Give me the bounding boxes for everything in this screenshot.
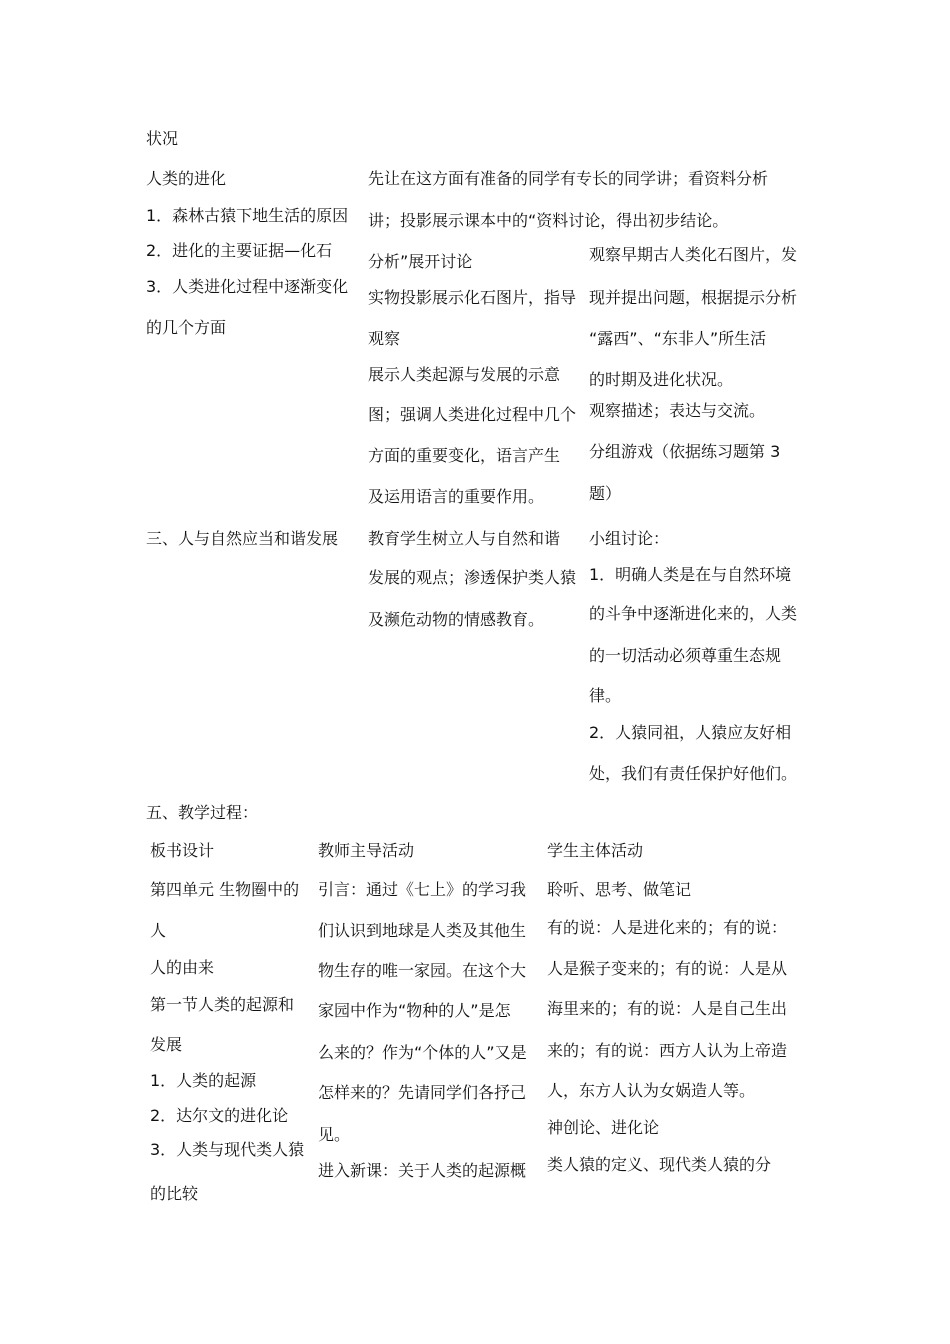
text-line: 人 xyxy=(150,921,167,940)
text-line: 观察描述；表达与交流。 xyxy=(589,401,766,420)
text-line: 物生存的唯一家园。在这个大 xyxy=(318,961,527,980)
text-line: 1．人类的起源 xyxy=(150,1071,257,1090)
text-line: 2．人猿同祖，人猿应友好相 xyxy=(589,723,792,742)
text-line: 1．森林古猿下地生活的原因 xyxy=(146,206,349,225)
text-line: 的时期及进化状况。 xyxy=(589,370,734,389)
text-line: 实物投影展示化石图片，指导 xyxy=(368,288,577,307)
text-line: 引言：通过《七上》的学习我 xyxy=(318,880,527,899)
text-line: 观察早期古人类化石图片，发 xyxy=(589,245,798,264)
text-line: 发展 xyxy=(150,1035,183,1054)
text-line: 3．人类进化过程中逐渐变化 xyxy=(146,277,349,296)
text-line: 2．进化的主要证据—化石 xyxy=(146,241,333,260)
text-line: 的斗争中逐渐进化来的，人类 xyxy=(589,604,798,623)
text-line: 展示人类起源与发展的示意 xyxy=(368,365,561,384)
section-title: 五、教学过程： xyxy=(146,803,259,822)
text-line: 来的；有的说：西方人认为上帝造 xyxy=(547,1041,788,1060)
text-line: 第一节人类的起源和 xyxy=(150,995,295,1014)
text-line: 们认识到地球是人类及其他生 xyxy=(318,921,527,940)
text-line: 人类的进化 xyxy=(146,169,227,188)
text-line: 题） xyxy=(589,484,622,503)
text-line: 状况 xyxy=(146,129,179,148)
text-line: 现并提出问题，根据提示分析 xyxy=(589,288,798,307)
text-line: 观察 xyxy=(368,329,401,348)
text-line: 家园中作为“物种的人”是怎 xyxy=(318,1001,511,1020)
text-line: 图；强调人类进化过程中几个 xyxy=(368,405,577,424)
text-line: 教育学生树立人与自然和谐 xyxy=(368,529,561,548)
text-line: 怎样来的？先请同学们各抒己 xyxy=(318,1083,527,1102)
text-line: 及运用语言的重要作用。 xyxy=(368,487,545,506)
text-line: 发展的观点；渗透保护类人猿 xyxy=(368,568,577,587)
text-line: 先让在这方面有准备的同学有专长的同学讲；看资料分析 xyxy=(368,169,769,188)
column-header-student: 学生主体活动 xyxy=(547,841,644,860)
text-line: 处，我们有责任保护好他们。 xyxy=(589,764,798,783)
text-line: 有的说：人是进化来的；有的说： xyxy=(547,918,788,937)
text-line: 及濒危动物的情感教育。 xyxy=(368,610,545,629)
text-line: 2．达尔文的进化论 xyxy=(150,1106,289,1125)
text-line: “露西”、“东非人”所生活 xyxy=(589,329,767,348)
text-line: 神创论、进化论 xyxy=(547,1118,660,1137)
text-line: 分组游戏（依据练习题第 3 xyxy=(589,442,781,461)
text-line: 聆听、思考、做笔记 xyxy=(547,880,692,899)
text-line: 人的由来 xyxy=(150,958,215,977)
text-line: 1．明确人类是在与自然环境 xyxy=(589,565,792,584)
text-line: 律。 xyxy=(589,686,622,705)
text-line: 的几个方面 xyxy=(146,318,227,337)
text-line: 分析”展开讨论 xyxy=(368,252,473,271)
text-line: 么来的？作为“个体的人”又是 xyxy=(318,1043,527,1062)
text-line: 的比较 xyxy=(150,1184,199,1203)
text-line: 小组讨论： xyxy=(589,529,670,548)
text-line: 人是猴子变来的；有的说：人是从 xyxy=(547,959,788,978)
text-line: 类人猿的定义、现代类人猿的分 xyxy=(547,1155,772,1174)
text-line: 进入新课：关于人类的起源概 xyxy=(318,1161,527,1180)
column-header-teacher: 教师主导活动 xyxy=(318,841,415,860)
text-line: 的一切活动必须尊重生态规 xyxy=(589,646,782,665)
text-line: 3．人类与现代类人猿 xyxy=(150,1140,305,1159)
text-line: 人，东方人认为女娲造人等。 xyxy=(547,1081,756,1100)
text-line: 见。 xyxy=(318,1125,351,1144)
column-header-board: 板书设计 xyxy=(150,841,215,860)
section-heading: 三、人与自然应当和谐发展 xyxy=(146,529,339,548)
text-line: 方面的重要变化，语言产生 xyxy=(368,446,561,465)
text-line: 讲；投影展示课本中的“资料讨论，得出初步结论。 xyxy=(368,211,729,230)
text-line: 第四单元 生物圈中的 xyxy=(150,880,300,899)
text-line: 海里来的；有的说：人是自己生出 xyxy=(547,999,788,1018)
